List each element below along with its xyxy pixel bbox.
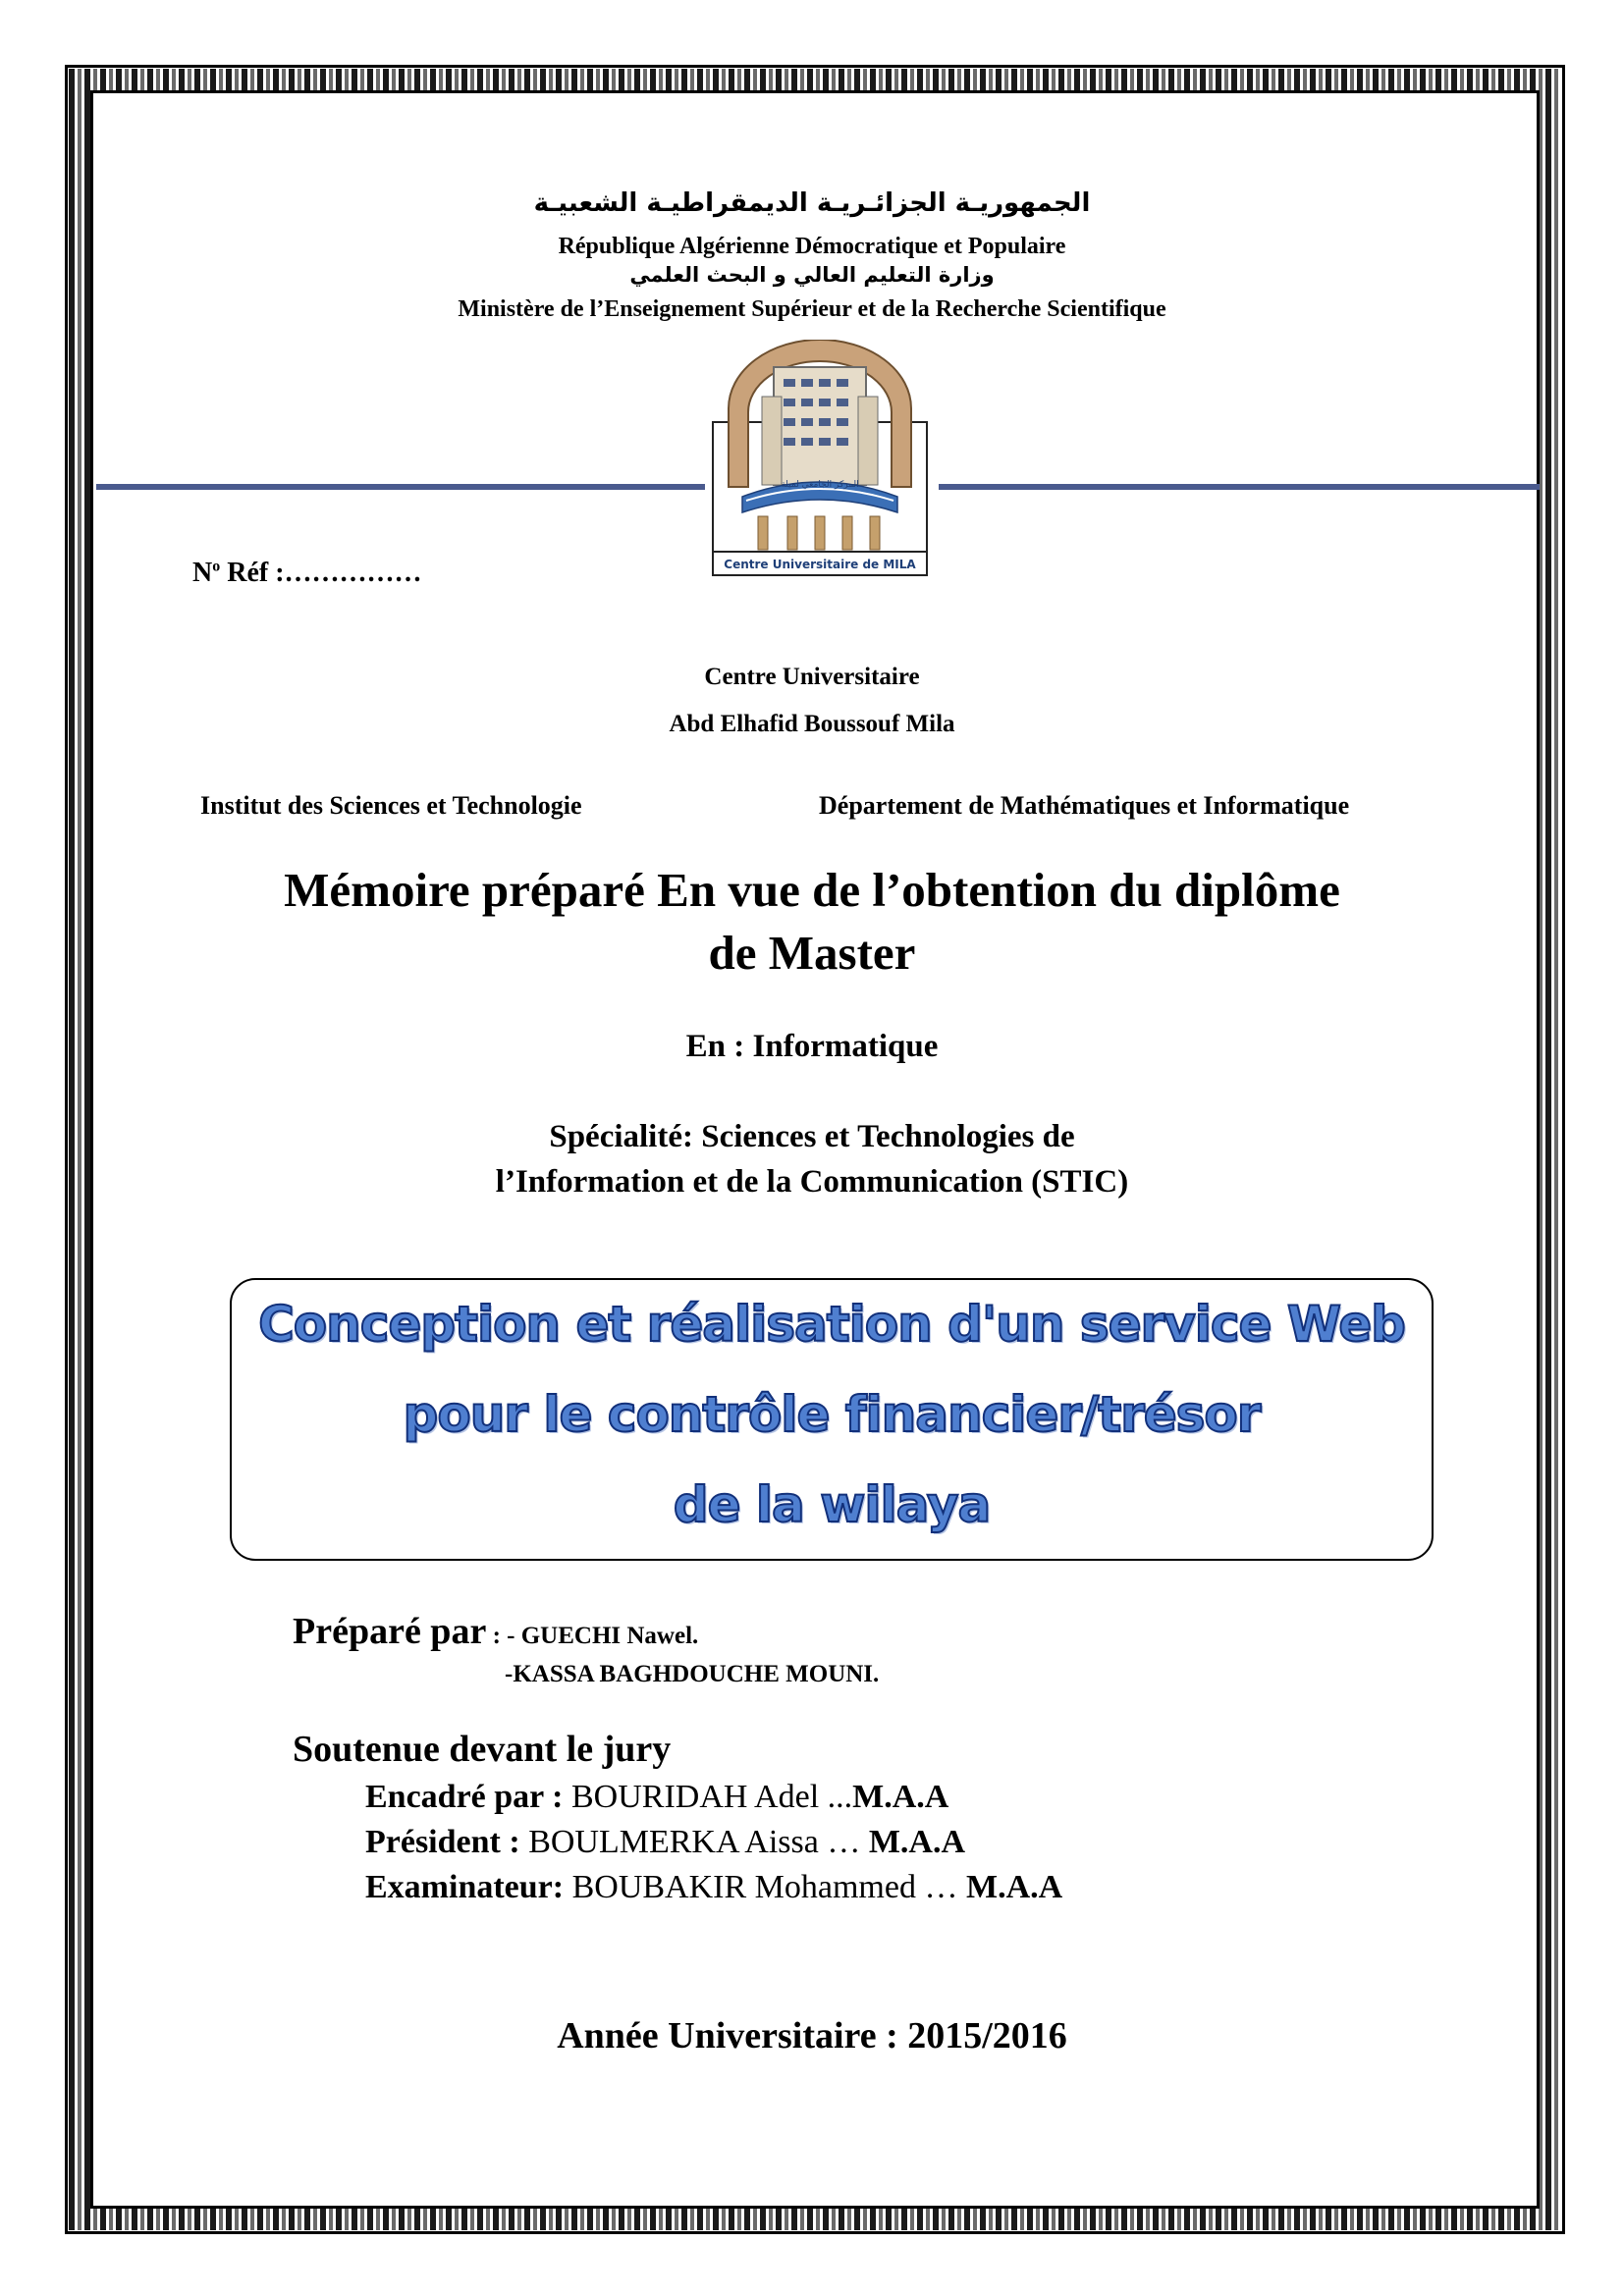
jury-grade: M.A.A [868, 1824, 966, 1860]
memoire-line2: de Master [708, 926, 916, 980]
institution-line1: Centre Universitaire [704, 664, 920, 690]
reference-number [192, 558, 422, 589]
academic-year: Année Universitaire : 2015/2016 [557, 2015, 1067, 2056]
jury-role: Encadré par : [365, 1779, 571, 1815]
thesis-title-line2: pour le contrôle financier/trésor [403, 1386, 1261, 1443]
jury-member-president [365, 1824, 965, 1861]
header-rule-left [96, 484, 705, 490]
republic-name: République Algérienne Démocratique et Populaire [558, 234, 1066, 259]
department-name: Département de Mathématiques et Informatique [819, 791, 1350, 820]
jury-role: Examinateur: [365, 1869, 572, 1905]
jury-role: Président : [365, 1824, 529, 1860]
reference-dots: Réf :…………… [220, 558, 422, 588]
arabic-ministry-name: وزارة التعليم العالي و البحث العلمي [629, 263, 995, 287]
jury-name: BOULMERKA Aissa … [528, 1824, 869, 1860]
header-rule-right [939, 484, 1540, 490]
jury-grade: M.A.A [852, 1779, 949, 1815]
institution-line2: Abd Elhafid Boussouf Mila [669, 711, 955, 737]
author-2: -KASSA BAGHDOUCHE MOUNI. [505, 1661, 880, 1687]
prepared-by [293, 1610, 698, 1653]
author-1: GUECHI Nawel. [520, 1623, 699, 1649]
logo-caption: Centre Universitaire de MILA [724, 558, 916, 571]
speciality-line1: Spécialité: Sciences et Technologies de [549, 1119, 1075, 1154]
jury-member-supervisor [365, 1779, 948, 1816]
institute-name: Institut des Sciences et Technologie [200, 791, 582, 820]
memoire-line1: Mémoire préparé En vue de l’obtention du diplôme [284, 863, 1340, 917]
reference-superscript: o [212, 558, 221, 575]
jury-grade: M.A.A [965, 1869, 1063, 1905]
university-logo [711, 340, 929, 577]
prepared-by-separator: : - [486, 1623, 521, 1649]
thesis-title-line3: de la wilaya [673, 1476, 991, 1533]
ministry-name: Ministère de l’Enseignement Supérieur et de la Recherche Scientifique [458, 296, 1166, 322]
thesis-title-line1: Conception et réalisation d'un service Web [258, 1296, 1405, 1353]
logo-arabic-caption: المركز الجامعي لميلة [781, 480, 859, 490]
jury-heading: Soutenue devant le jury [293, 1729, 672, 1770]
field-of-study: En : Informatique [685, 1029, 939, 1064]
arabic-republic-name: الجمهوريـة الجزائـريـة الديمقراطيـة الشعبيـة [533, 188, 1091, 218]
reference-label: N [192, 558, 213, 588]
jury-member-examiner [365, 1869, 1062, 1906]
speciality-line2: l’Information et de la Communication (STIC) [495, 1164, 1129, 1200]
jury-name: BOURIDAH Adel ... [570, 1779, 853, 1815]
prepared-by-label: Préparé par [293, 1611, 487, 1652]
jury-name: BOUBAKIR Mohammed … [571, 1869, 966, 1905]
